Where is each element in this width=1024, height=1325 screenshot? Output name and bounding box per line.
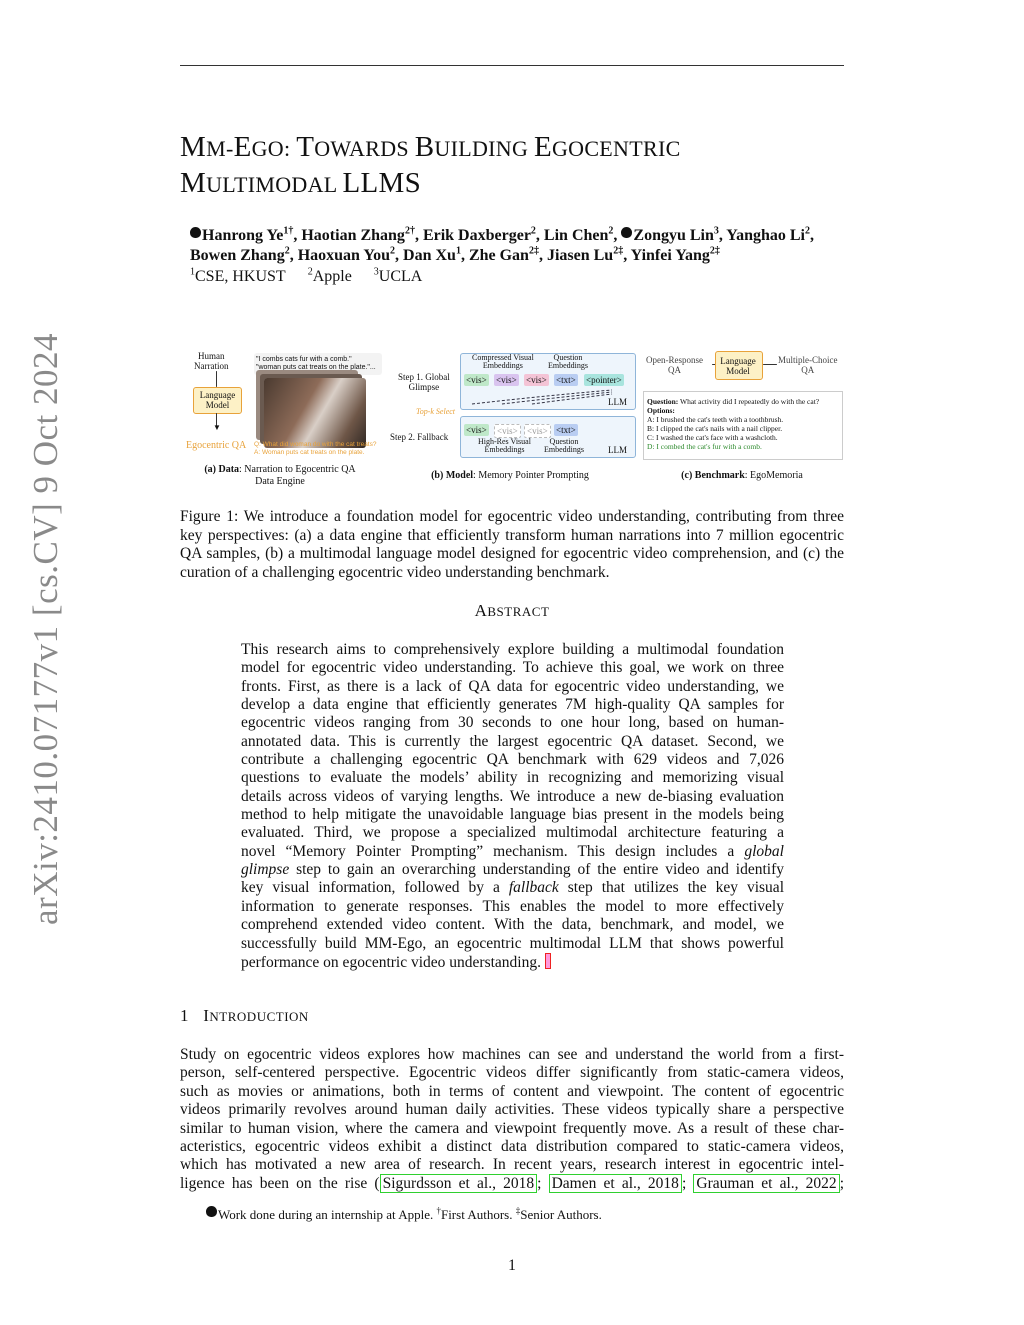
llm-label-2: LLM xyxy=(608,445,627,455)
author-name: Dan Xu$^1$ xyxy=(403,245,461,264)
caption-a-bold: (a) Data xyxy=(204,464,240,475)
author-name: Yinfei Yang$^{2\ddagger}$ xyxy=(630,245,720,264)
video-frames-image xyxy=(264,378,366,448)
title-segment: OWARDS xyxy=(314,136,415,161)
affiliation-sup: 2 xyxy=(307,266,313,278)
citation-link[interactable]: Sigurdsson et al., 2018 xyxy=(380,1174,538,1193)
human-narration-label: Human Narration xyxy=(194,351,229,371)
qa-answer: A: Woman puts cat treats on the plate. xyxy=(254,449,365,456)
author-line-2: Bowen Zhang$^2$, Haoxuan You$^2$, Dan Xu$^1$, Zhe Gan$^{2\ddagger}$, Jiasen $Lu^{2\ddagger}$, Yinfei Yang$^{2\ddagger}$ xyxy=(190,245,720,264)
author-name: Haoxuan You$^2$ xyxy=(297,245,396,264)
option-c: C: I washed the cat's face with a washcloth. xyxy=(647,433,778,442)
author-name: Lin Chen$^2$ xyxy=(543,225,614,244)
footnote xyxy=(206,1207,602,1223)
topk-label: Top-k Select xyxy=(416,407,456,416)
author-affil-sup: 2 xyxy=(284,245,290,257)
title-segment: GOCENTRIC xyxy=(551,136,681,161)
title-segment: T xyxy=(296,131,315,163)
language-model-label-c: Language Model xyxy=(720,356,756,376)
affiliations xyxy=(190,268,444,286)
abstract-heading-cap: A xyxy=(474,601,488,620)
llm-label-1: LLM xyxy=(608,397,627,407)
caption-a-line2: Data Engine xyxy=(255,476,305,487)
title-segment: : xyxy=(284,136,297,161)
caption-a xyxy=(180,464,380,488)
title-segment: S xyxy=(404,167,422,199)
author-affil-sup: 2† xyxy=(404,225,415,237)
abstract-line: method to help mitigate the unavoidable language bias present in the models being xyxy=(241,806,784,824)
token-vis-1: <vis> xyxy=(466,375,487,385)
abstract-line xyxy=(241,953,784,971)
token2-vis-2: <vis> xyxy=(494,424,521,438)
global-italic: global xyxy=(744,842,784,860)
section-heading xyxy=(180,1006,309,1026)
apple-icon xyxy=(621,227,632,238)
abstract-line: contribute a challenging egocentric QA benchmark with 629 videos and 7,026 xyxy=(241,751,784,769)
abstract-line xyxy=(241,861,784,879)
cite-sep: ; xyxy=(537,1174,549,1192)
title-line-1 xyxy=(180,130,844,166)
question-label: Question: xyxy=(647,397,679,406)
narration-text-1: "I combs cats fur with a comb." xyxy=(256,356,352,363)
token-vis-3: <vis> xyxy=(526,375,547,385)
author-affil-sup: 2 xyxy=(390,245,396,257)
citation-link[interactable]: Damen et al., 2018 xyxy=(549,1174,682,1193)
title-segment: UILDING xyxy=(434,136,534,161)
footnote-link-marker[interactable] xyxy=(545,953,551,969)
abstract-line: This research aims to comprehensively explore building a multimodal foundation xyxy=(241,641,784,658)
egocentric-qa-label: Egocentric QA xyxy=(186,440,247,451)
option-b: B: I clipped the cat's nails with a nail clipper. xyxy=(647,424,783,433)
author-name: Hanrong $Ye^{1\dagger}$ xyxy=(190,227,293,244)
abstract-line: comprehend extended video content. With the data, benchmark, and model, we xyxy=(241,916,784,934)
abstract-line: model for egocentric video understanding. To achieve this goal, we work on three xyxy=(241,659,784,677)
top-rule xyxy=(180,65,844,66)
arrow-head-icon: ▼ xyxy=(213,423,221,432)
citation-link[interactable]: Grauman et al., 2022 xyxy=(693,1174,839,1193)
abstract-line: details across videos of varying lengths. We introduce a new de-biasing evaluation xyxy=(241,787,784,805)
affiliation: $^2$Apple xyxy=(307,266,352,285)
abstract-heading-rest: BSTRACT xyxy=(487,604,550,619)
intro-line: similar to human vision, where the camera and viewpoint frequently move. As a result of these char- xyxy=(180,1119,844,1137)
caption-b-rest: : Memory Pointer Prompting xyxy=(473,470,589,481)
title-segment: M- xyxy=(206,136,234,161)
token2-vis-3: <vis> xyxy=(524,424,551,438)
intro-line: which has motivated a new area of research. In recent years, research interest in egocentric intel- xyxy=(180,1156,844,1174)
footnote-dagger: † xyxy=(436,1205,441,1216)
intro-last-prefix: ligence has been on the rise ( xyxy=(180,1174,380,1192)
abstract-line: successfully build MM-Ego, an egocentric multimodal LLM that shows powerful xyxy=(241,934,784,952)
author-name: Bowen Zhang$^2$ xyxy=(190,245,290,264)
footnote-ddagger: ‡ xyxy=(515,1205,521,1216)
qa-question: Q: What did woman do with the cat treats? xyxy=(254,441,377,448)
highres-label: High-Res Visual Embeddings xyxy=(478,437,531,454)
title-segment: E xyxy=(533,131,552,163)
affiliation: $^1$CSE, HKUST xyxy=(190,266,286,285)
narration-text-2: "woman puts cat treats on the plate."... xyxy=(256,364,376,371)
author-name: Zhe Gan$^{2\ddagger}$ xyxy=(468,245,539,264)
intro-last-suffix: ; xyxy=(839,1174,844,1192)
caption-c-bold: (c) Benchmark xyxy=(681,470,745,481)
author-affil-sup: 1† xyxy=(283,225,294,237)
question-emb-label: Question Embeddings xyxy=(548,353,588,370)
apple-icon xyxy=(206,1206,217,1217)
author-affil-sup: 1 xyxy=(455,245,461,257)
intro-line: videos primarily revolves around human daily activities. These videos typically share a perspective xyxy=(180,1101,844,1119)
intro-line: Study on egocentric videos explores how machines can see and understand the world from a first- xyxy=(180,1046,844,1063)
section-rest: NTRODUCTION xyxy=(209,1009,309,1024)
abstract-line: information to generate responses. This enables the model to more effectively xyxy=(241,897,784,915)
glimpse-italic: glimpse xyxy=(241,861,290,879)
caption-b xyxy=(410,470,610,482)
author-name: Zongyu Lin$^3$ xyxy=(621,227,718,244)
author-name: Erik Daxberger$^2$ xyxy=(422,225,536,244)
abstract-line: questions to evaluate the models’ ability in recognizing and memorizing visual xyxy=(241,769,784,787)
intro-line xyxy=(180,1175,844,1193)
author-affil-sup: 2 xyxy=(804,225,810,237)
abstract-line-text: key visual information, followed by a xyxy=(241,879,509,897)
token2-vis-1: <vis> xyxy=(466,425,487,435)
intro-line: person, self-centered perspective. Egocentric videos differ significantly from static-camera videos, xyxy=(180,1064,844,1082)
caption-c-rest: : EgoMemoria xyxy=(744,470,803,481)
caption-b-bold: (b) Model xyxy=(431,470,474,481)
author-name: Yanghao Li$^2$ xyxy=(726,225,810,244)
abstract-line: develop a data engine that efficiently generates 7M high-quality QA samples for xyxy=(241,696,784,714)
footnote-first: First Authors. xyxy=(440,1207,516,1222)
figure-caption: Figure 1: We introduce a foundation model for egocentric video understanding, contributing from three key perspectives: (a) a data engine that efficiently transform human narrations into 7 million egocentric QA samples, (b) a multimodal language model designed for egocentric video comprehension, and (c) the curation of a challenging egocentric video understanding benchmark. xyxy=(180,508,844,581)
paper-title xyxy=(180,130,844,202)
abstract-heading xyxy=(180,601,844,621)
intro-line: acteristics, egocentric videos exhibit a distinct data distribution compared to static-camera videos, xyxy=(180,1137,844,1155)
question-emb2-label: Question Embeddings xyxy=(544,437,584,454)
author-affil-sup: 2‡ xyxy=(709,245,720,257)
compressed-label: Compressed Visual Embeddings xyxy=(472,353,534,370)
author-affil-sup: 2‡ xyxy=(528,245,539,257)
section-number: 1 xyxy=(180,1006,189,1025)
cite-sep: ; xyxy=(681,1174,694,1192)
title-segment: LLM xyxy=(342,167,405,199)
abstract-line: egocentric videos ranging from 30 seconds to one hour long, based on human- xyxy=(241,714,784,732)
title-segment: GO xyxy=(251,136,284,161)
title-segment: E xyxy=(233,131,252,163)
intro-paragraph xyxy=(180,1046,844,1193)
option-a: A: I brushed the cat's teeth with a toothbrush. xyxy=(647,415,784,424)
abstract-line-text: novel “Memory Pointer Prompting” mechanism. This design includes a xyxy=(241,842,745,860)
intro-line: such as movies or animations, both in terms of content and viewpoint. The content of egocentric xyxy=(180,1082,844,1100)
caption-a-rest: : Narration to Egocentric QA xyxy=(239,464,356,475)
author-affil-sup: 2‡ xyxy=(613,245,624,257)
affiliation-sup: 3 xyxy=(373,266,379,278)
arrow-right-2 xyxy=(763,364,777,365)
token-txt-1: <txt> xyxy=(556,375,576,385)
author-affil-sup: 2 xyxy=(608,225,614,237)
fallback-italic: fallback xyxy=(508,879,559,897)
title-segment: ULTIMODAL xyxy=(206,172,343,197)
author-line-1: Hanrong $Ye^{1\dagger}$, Haotian Zhang$^{2\dagger}$, Erik Daxberger$^2$, Lin Chen$^2$, Zongyu Lin$^3$, Yanghao Li$^2$, xyxy=(190,226,860,246)
abstract-line-text: step to gain an overarching understanding of the entire video and identify xyxy=(296,861,784,879)
section-cap: I xyxy=(203,1006,210,1025)
abstract-line: annotated data. This is currently the largest egocentric QA dataset. Second, we xyxy=(241,732,784,750)
multiple-choice-label: Multiple-Choice QA xyxy=(778,355,838,375)
author-name: Jiasen $Lu^{2\ddagger}$ xyxy=(546,245,624,264)
step2-label: Step 2. Fallback xyxy=(390,432,449,442)
affiliation: $^3$UCLA xyxy=(373,266,423,285)
title-segment: B xyxy=(414,131,435,163)
options-label: Options: xyxy=(647,406,675,415)
token2-txt: <txt> xyxy=(556,425,576,435)
token-pointer: <pointer> xyxy=(586,375,622,385)
author-affil-sup: 3 xyxy=(713,225,719,237)
abstract-line xyxy=(241,843,784,861)
abstract-line: fronts. First, as there is a lack of QA data for egocentric video understanding, we xyxy=(241,677,784,695)
apple-icon xyxy=(190,227,201,238)
title-segment: M xyxy=(180,167,207,199)
caption-c xyxy=(642,470,842,482)
title-segment: M xyxy=(180,131,207,163)
footnote-apple: Work done during an internship at Apple. xyxy=(218,1207,437,1222)
abstract-line-text: step that utilizes the key visual xyxy=(558,879,784,897)
arxiv-stamp[interactable]: arXiv:2410.07177v1 [cs.CV] 9 Oct 2024 xyxy=(26,332,65,925)
pointer-arrows xyxy=(462,386,632,408)
author-name: Haotian Zhang$^{2\dagger}$ xyxy=(301,225,415,244)
language-model-label-a: Language Model xyxy=(199,390,236,410)
abstract-line-text: performance on egocentric video understanding. xyxy=(241,953,541,971)
option-d: D: I combed the cat's fur with a comb. xyxy=(647,442,762,451)
page-number: 1 xyxy=(508,1257,516,1274)
question-body: What activity did I repeatedly do with the cat? xyxy=(678,397,820,406)
author-affil-sup: 2 xyxy=(530,225,536,237)
open-response-label: Open-Response QA xyxy=(646,355,703,375)
figure-1 xyxy=(180,348,844,498)
title-line-2 xyxy=(180,166,844,202)
arrow-down-1 xyxy=(216,371,217,387)
footnote-senior: Senior Authors. xyxy=(520,1207,602,1222)
affiliation-sup: 1 xyxy=(190,266,195,278)
author-list xyxy=(190,226,860,266)
abstract-line xyxy=(241,879,784,897)
step1-label: Step 1. Global Glimpse xyxy=(398,372,450,392)
token-vis-2: <vis> xyxy=(496,375,517,385)
abstract-body xyxy=(241,641,784,971)
abstract-line: evaluated. Third, we propose a specialized multimodal architecture featuring a xyxy=(241,824,784,842)
